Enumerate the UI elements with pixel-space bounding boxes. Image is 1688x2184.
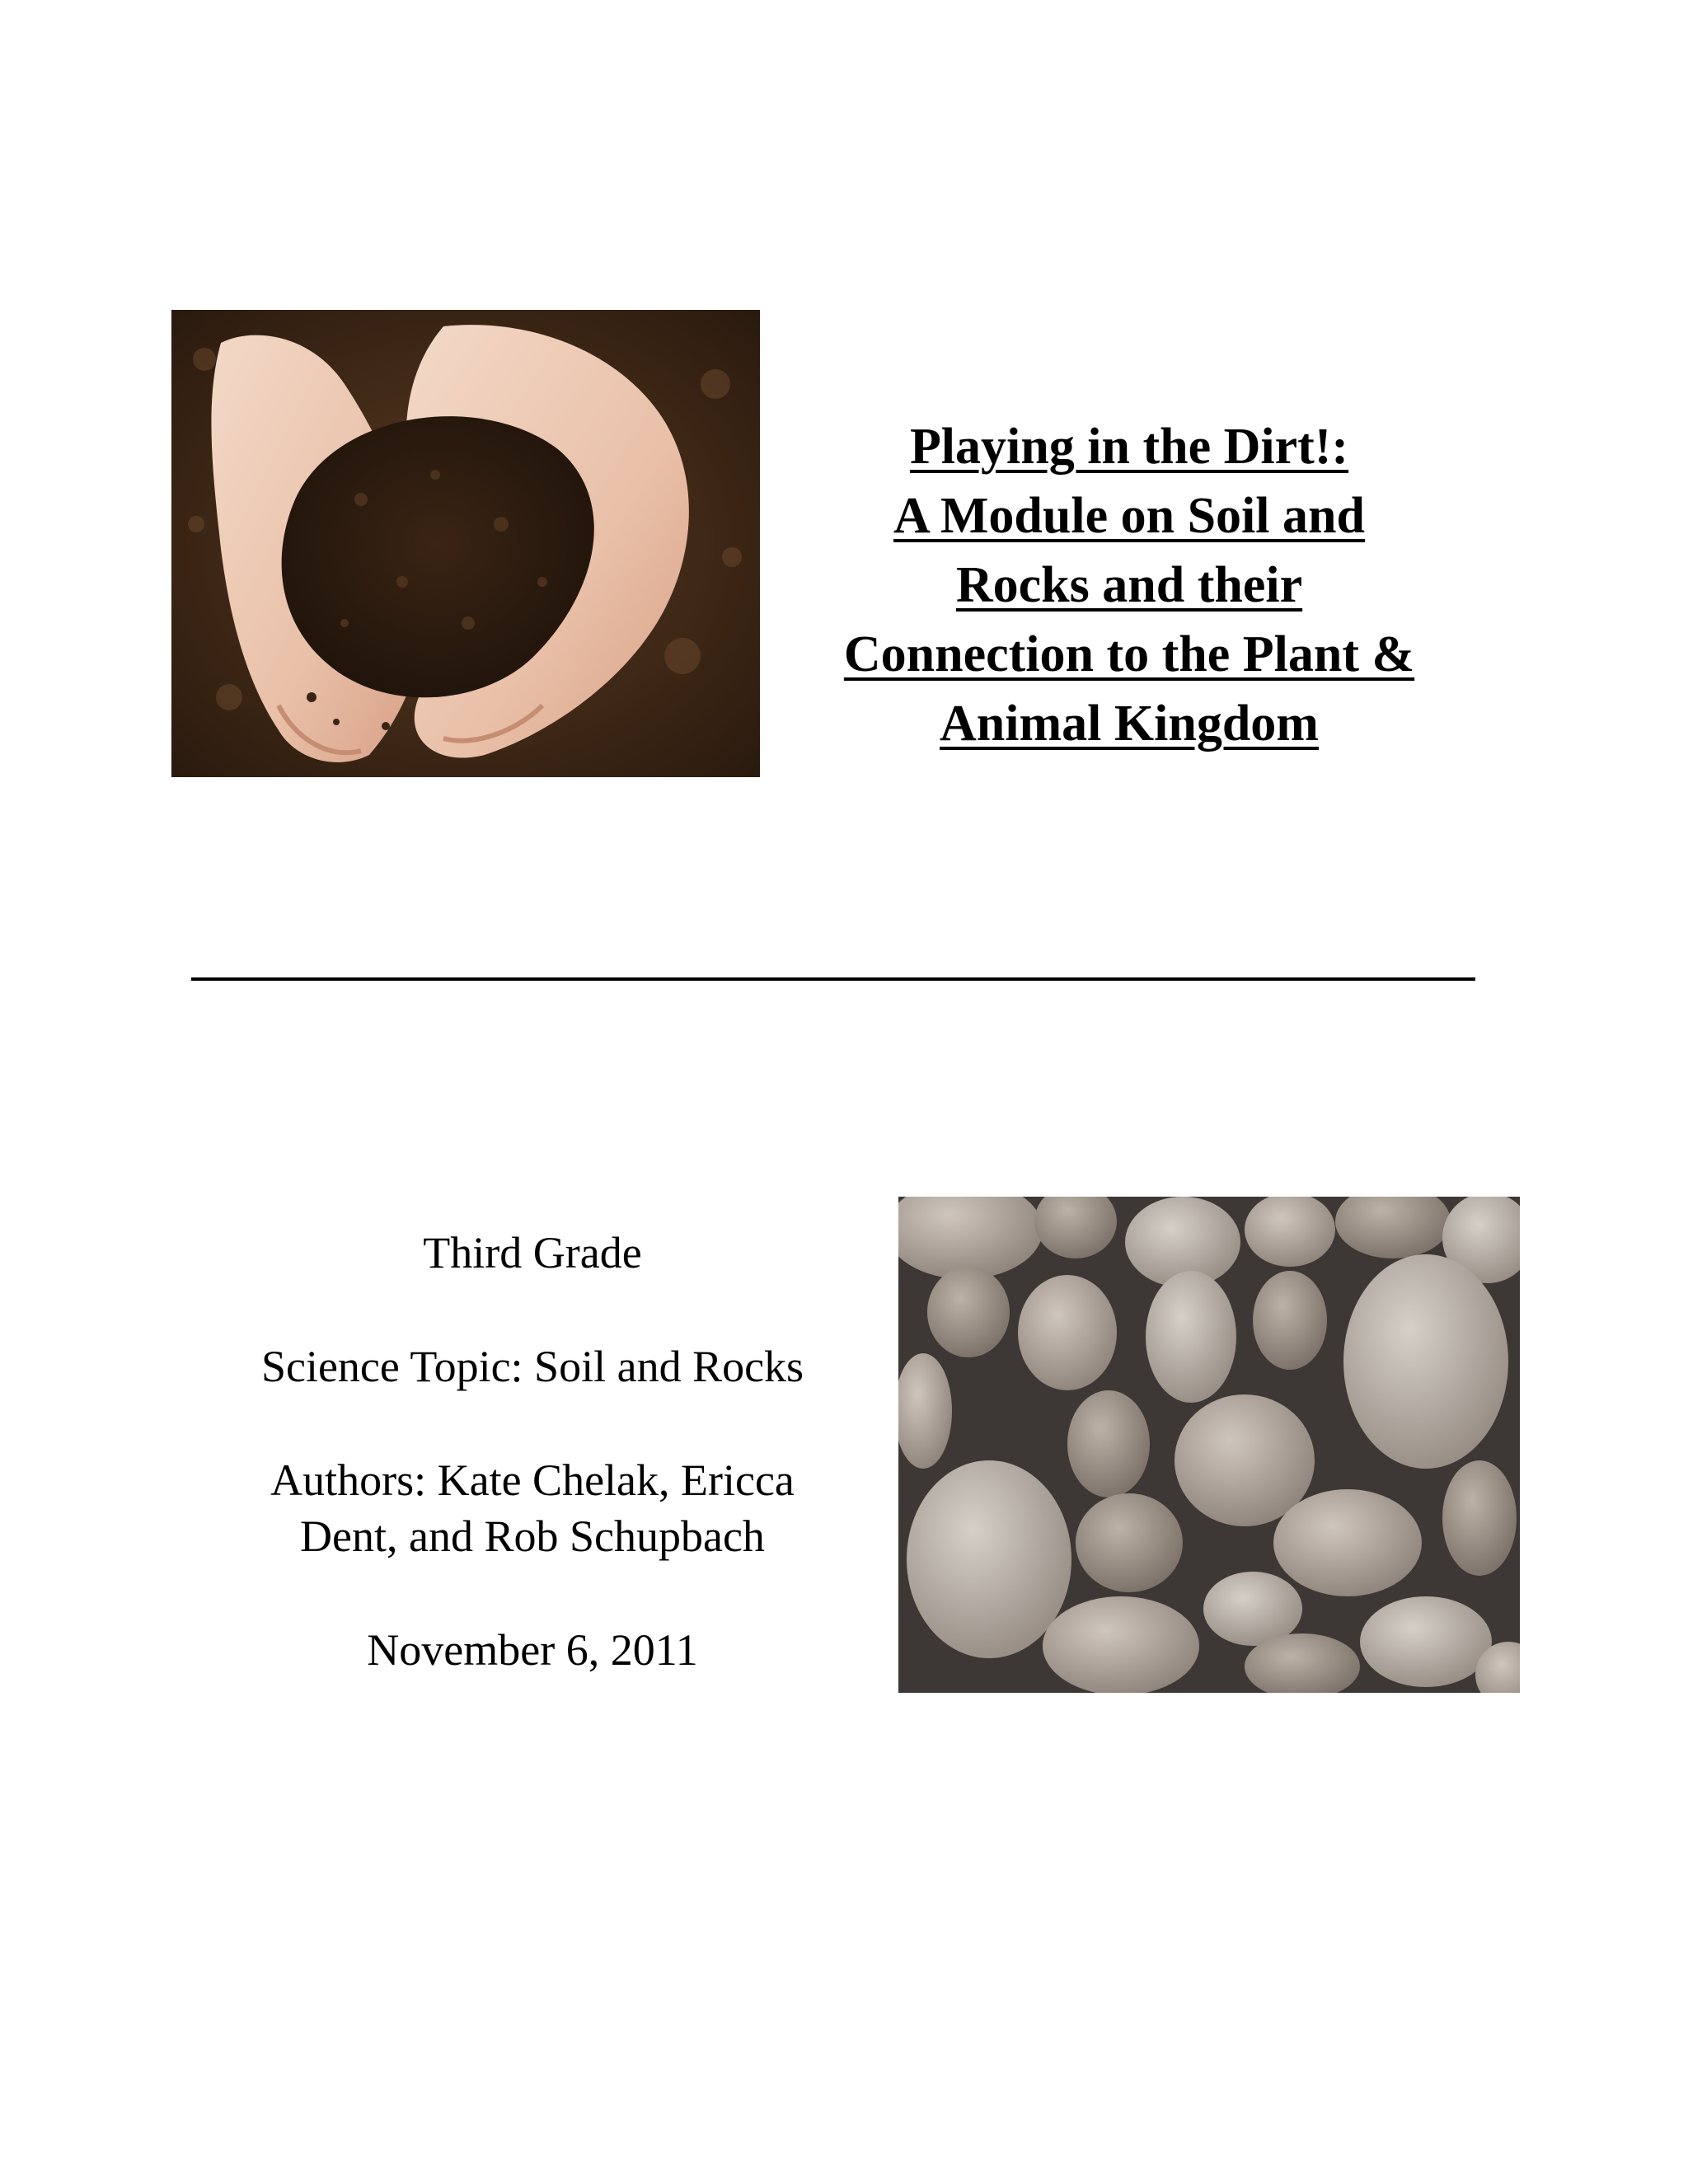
document-title xyxy=(767,412,1492,758)
title-line-3: Rocks and their xyxy=(955,557,1303,613)
module-info xyxy=(203,1225,862,1736)
hands-holding-soil-photo xyxy=(171,310,760,777)
authors-line-2: Dent, and Rob Schupbach xyxy=(300,1511,765,1561)
title-line-1: Playing in the Dirt!: xyxy=(909,419,1349,475)
science-topic: Science Topic: Soil and Rocks xyxy=(260,1342,804,1391)
grade-level: Third Grade xyxy=(423,1228,642,1277)
river-rocks-photo xyxy=(898,1197,1520,1693)
title-line-5: Animal Kingdom xyxy=(940,696,1319,752)
section-divider xyxy=(191,977,1475,981)
title-line-2: A Module on Soil and xyxy=(893,488,1365,544)
authors xyxy=(203,1452,862,1564)
module-date: November 6, 2011 xyxy=(367,1625,698,1675)
title-line-4: Connection to the Plant & xyxy=(843,626,1415,682)
authors-line-1: Authors: Kate Chelak, Ericca xyxy=(270,1455,795,1505)
